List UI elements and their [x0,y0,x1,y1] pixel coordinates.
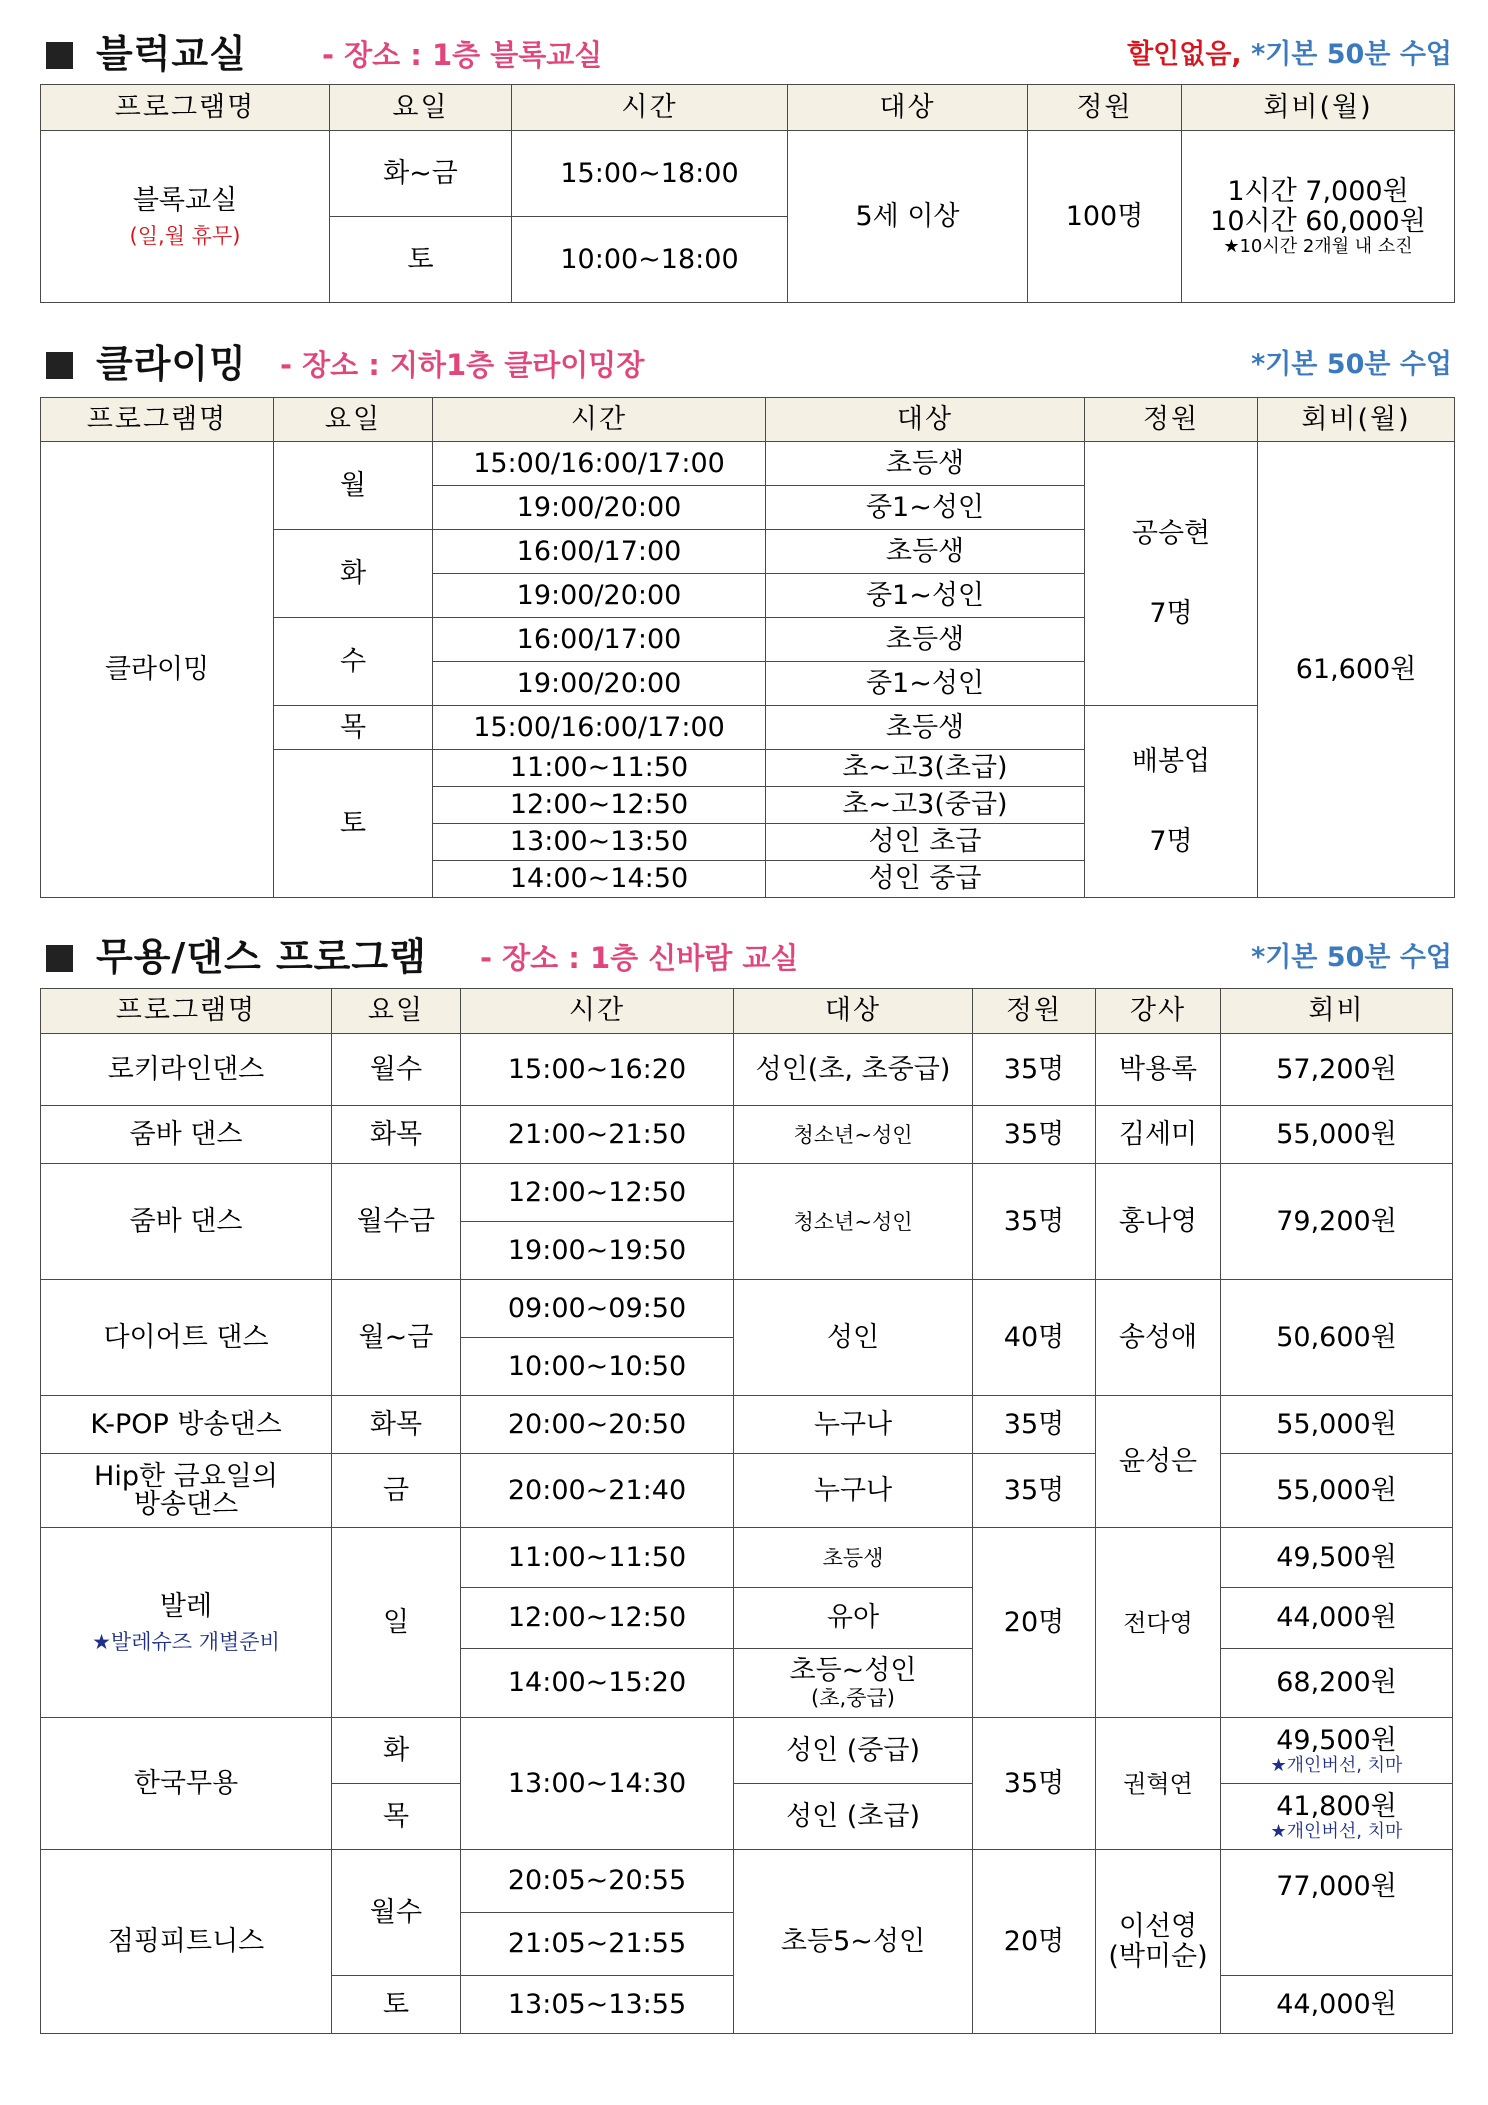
header-day: 요일 [330,85,512,131]
header-fee: 회비(월) [1182,85,1455,131]
time-cell: 12:00~12:50 [461,1164,734,1222]
capacity-cell: 35명 [973,1396,1096,1454]
target-cell: 중1~성인 [766,486,1085,530]
day-cell: 일 [332,1528,461,1718]
program-cell: 발레 ★발레슈즈 개별준비 [41,1528,332,1718]
fee-cell: 61,600원 [1258,442,1455,898]
target-cell: 중1~성인 [766,662,1085,706]
dance-table [40,988,1453,2034]
program-cell: 다이어트 댄스 [41,1280,332,1396]
table-row [41,1280,1453,1338]
time-cell: 20:00~20:50 [461,1396,734,1454]
day-cell: 월~금 [332,1280,461,1396]
header-time: 시간 [512,85,788,131]
section-location: - 장소 : 1층 신바람 교실 [480,941,799,975]
section-title: 클라이밍 [96,342,247,386]
header-capacity: 정원 [1028,85,1182,131]
program-cell: Hip한 금요일의 방송댄스 [41,1454,332,1528]
capacity-cell: 20명 [973,1528,1096,1718]
target-cell: 초등생 [766,618,1085,662]
header-day: 요일 [332,989,461,1034]
header-time: 시간 [461,989,734,1034]
capacity-cell: 20명 [973,1850,1096,2034]
fee-cell: 55,000원 [1221,1106,1453,1164]
target-cell: 성인(초, 초중급) [734,1034,973,1106]
square-bullet-icon [46,352,73,379]
time-cell: 12:00~12:50 [433,787,766,824]
section-header-climbing [40,340,1452,390]
capacity: 7명 [1149,825,1193,857]
time-cell: 15:00/16:00/17:00 [433,442,766,486]
target-cell: 초~고3(초급) [766,750,1085,787]
climbing-table [40,397,1455,898]
program-cell: 점핑피트니스 [41,1850,332,2034]
time-cell: 20:00~21:40 [461,1454,734,1528]
target-cell: 누구나 [734,1454,973,1528]
section-header-block [40,30,1452,80]
header-target: 대상 [766,398,1085,442]
time-cell: 19:00~19:50 [461,1222,734,1280]
time-cell: 16:00/17:00 [433,530,766,574]
day-cell: 월수 [332,1034,461,1106]
instructor-cell: 권혁연 [1096,1718,1221,1850]
day-cell: 월 [274,442,433,530]
header-capacity: 정원 [973,989,1096,1034]
program-cell: 줌바 댄스 [41,1106,332,1164]
block-table [40,84,1455,303]
day-cell: 화목 [332,1396,461,1454]
target-cell: 청소년~성인 [734,1106,973,1164]
target-cell: 성인 (초급) [734,1784,973,1850]
section-note: 할인없음, *기본 50분 수업 [1127,39,1452,70]
target-cell: 성인 (중급) [734,1718,973,1784]
capacity-cell: 35명 [973,1034,1096,1106]
section-title: 블럭교실 [96,32,247,76]
fee-cell: 1시간 7,000원 10시간 60,000원 ★10시간 2개월 내 소진 [1182,131,1455,303]
time-cell: 15:00~18:00 [512,131,788,217]
table-row [41,1850,1453,1913]
instructor-capacity-cell [1085,442,1258,706]
section-title: 무용/댄스 프로그램 [96,935,427,979]
time-cell: 16:00/17:00 [433,618,766,662]
fee-cell: 57,200원 [1221,1034,1453,1106]
instructor-cell: 박용록 [1096,1034,1221,1106]
table-row [41,1164,1453,1222]
instructor-name: 공승현 [1131,517,1211,549]
capacity-cell: 35명 [973,1718,1096,1850]
program-cell: K-POP 방송댄스 [41,1396,332,1454]
ballet-note: ★발레슈즈 개별준비 [92,1629,280,1654]
time-cell: 14:00~15:20 [461,1649,734,1718]
header-day: 요일 [274,398,433,442]
header-target: 대상 [734,989,973,1034]
fee-cell: 41,800원 ★개인버선, 치마 [1221,1784,1453,1850]
instructor-name: 배봉업 [1131,745,1211,777]
program-cell: 한국무용 [41,1718,332,1850]
target-cell: 5세 이상 [788,131,1028,303]
time-cell: 10:00~10:50 [461,1338,734,1396]
fee-cell: 79,200원 [1221,1164,1453,1280]
fee-cell: 44,000원 [1221,1976,1453,2034]
time-cell: 19:00/20:00 [433,574,766,618]
section-location: - 장소 : 지하1층 클라이밍장 [280,348,645,382]
target-cell: 초등생 [734,1528,973,1588]
time-cell: 20:05~20:55 [461,1850,734,1913]
time-cell: 09:00~09:50 [461,1280,734,1338]
day-cell: 토 [274,750,433,898]
fee-note: ★개인버선, 치마 [1270,1754,1403,1776]
day-cell: 수 [274,618,433,706]
time-cell: 12:00~12:50 [461,1588,734,1649]
header-program: 프로그램명 [41,398,274,442]
day-cell: 화목 [332,1106,461,1164]
fee-cell: 55,000원 [1221,1454,1453,1528]
header-program: 프로그램명 [41,989,332,1034]
section-note: *기본 50분 수업 [1251,349,1452,380]
day-cell: 토 [330,217,512,303]
table-row [41,1396,1453,1454]
header-fee: 회비 [1221,989,1453,1034]
section-header-dance [40,933,1452,983]
day-cell: 화 [274,530,433,618]
fee-cell: 68,200원 [1221,1649,1453,1718]
time-cell: 13:00~14:30 [461,1718,734,1850]
instructor-cell: 이선영 (박미순) [1096,1850,1221,2034]
table-row [41,1034,1453,1106]
program-cell: 블록교실 (일,월 휴무) [41,131,330,303]
header-capacity: 정원 [1085,398,1258,442]
no-discount-note: 할인없음, [1127,39,1242,70]
time-cell: 14:00~14:50 [433,861,766,898]
square-bullet-icon [46,42,73,69]
fee-cell: 55,000원 [1221,1396,1453,1454]
day-cell: 금 [332,1454,461,1528]
capacity-cell: 35명 [973,1106,1096,1164]
target-cell: 청소년~성인 [734,1164,973,1280]
table-row [41,1454,1453,1528]
table-row [41,1106,1453,1164]
time-cell: 11:00~11:50 [461,1528,734,1588]
target-cell: 성인 초급 [766,824,1085,861]
capacity: 7명 [1149,597,1193,629]
time-cell: 21:00~21:50 [461,1106,734,1164]
instructor-cell: 전다영 [1096,1528,1221,1718]
day-cell: 월수 [332,1850,461,1976]
fee-note: ★개인버선, 치마 [1270,1820,1403,1842]
time-cell: 15:00/16:00/17:00 [433,706,766,750]
target-cell: 초등생 [766,706,1085,750]
square-bullet-icon [46,945,73,972]
program-cell: 로키라인댄스 [41,1034,332,1106]
day-cell: 화 [332,1718,461,1784]
time-cell: 15:00~16:20 [461,1034,734,1106]
fee-note: ★10시간 2개월 내 소진 [1223,235,1413,257]
target-cell: 성인 [734,1280,973,1396]
instructor-cell: 김세미 [1096,1106,1221,1164]
day-cell: 목 [332,1784,461,1850]
day-cell: 토 [332,1976,461,2034]
table-row [41,1528,1453,1588]
fee-cell: 49,500원 ★개인버선, 치마 [1221,1718,1453,1784]
capacity-cell: 35명 [973,1454,1096,1528]
closed-days: (일,월 휴무) [129,223,241,248]
instructor-cell: 송성애 [1096,1280,1221,1396]
target-cell: 누구나 [734,1396,973,1454]
section-location: - 장소 : 1층 블록교실 [322,38,603,72]
capacity-cell: 35명 [973,1164,1096,1280]
time-cell: 13:00~13:50 [433,824,766,861]
capacity-cell: 40명 [973,1280,1096,1396]
day-cell: 월수금 [332,1164,461,1280]
header-target: 대상 [788,85,1028,131]
header-time: 시간 [433,398,766,442]
header-instructor: 강사 [1096,989,1221,1034]
day-cell: 목 [274,706,433,750]
fee-cell: 77,000원 [1221,1850,1453,1976]
target-cell: 초등생 [766,442,1085,486]
time-cell: 11:00~11:50 [433,750,766,787]
target-cell: 초등5~성인 [734,1850,973,2034]
target-cell: 초등생 [766,530,1085,574]
target-cell: 유아 [734,1588,973,1649]
header-fee: 회비(월) [1258,398,1455,442]
target-cell: 성인 중급 [766,861,1085,898]
section-note: *기본 50분 수업 [1251,942,1452,973]
target-cell: 중1~성인 [766,574,1085,618]
fee-cell: 50,600원 [1221,1280,1453,1396]
program-cell: 줌바 댄스 [41,1164,332,1280]
target-cell: 초등~성인 (초,중급) [734,1649,973,1718]
instructor-cell: 홍나영 [1096,1164,1221,1280]
header-program: 프로그램명 [41,85,330,131]
table-row [41,1718,1453,1784]
program-cell: 클라이밍 [41,442,274,898]
time-cell: 19:00/20:00 [433,486,766,530]
instructor-capacity-cell [1085,706,1258,898]
time-cell: 10:00~18:00 [512,217,788,303]
time-cell: 13:05~13:55 [461,1976,734,2034]
day-cell: 화~금 [330,131,512,217]
time-cell: 19:00/20:00 [433,662,766,706]
fee-cell: 44,000원 [1221,1588,1453,1649]
time-cell: 21:05~21:55 [461,1913,734,1976]
instructor-cell: 윤성은 [1096,1396,1221,1528]
target-cell: 초~고3(중급) [766,787,1085,824]
capacity-cell: 100명 [1028,131,1182,303]
fee-cell: 49,500원 [1221,1528,1453,1588]
